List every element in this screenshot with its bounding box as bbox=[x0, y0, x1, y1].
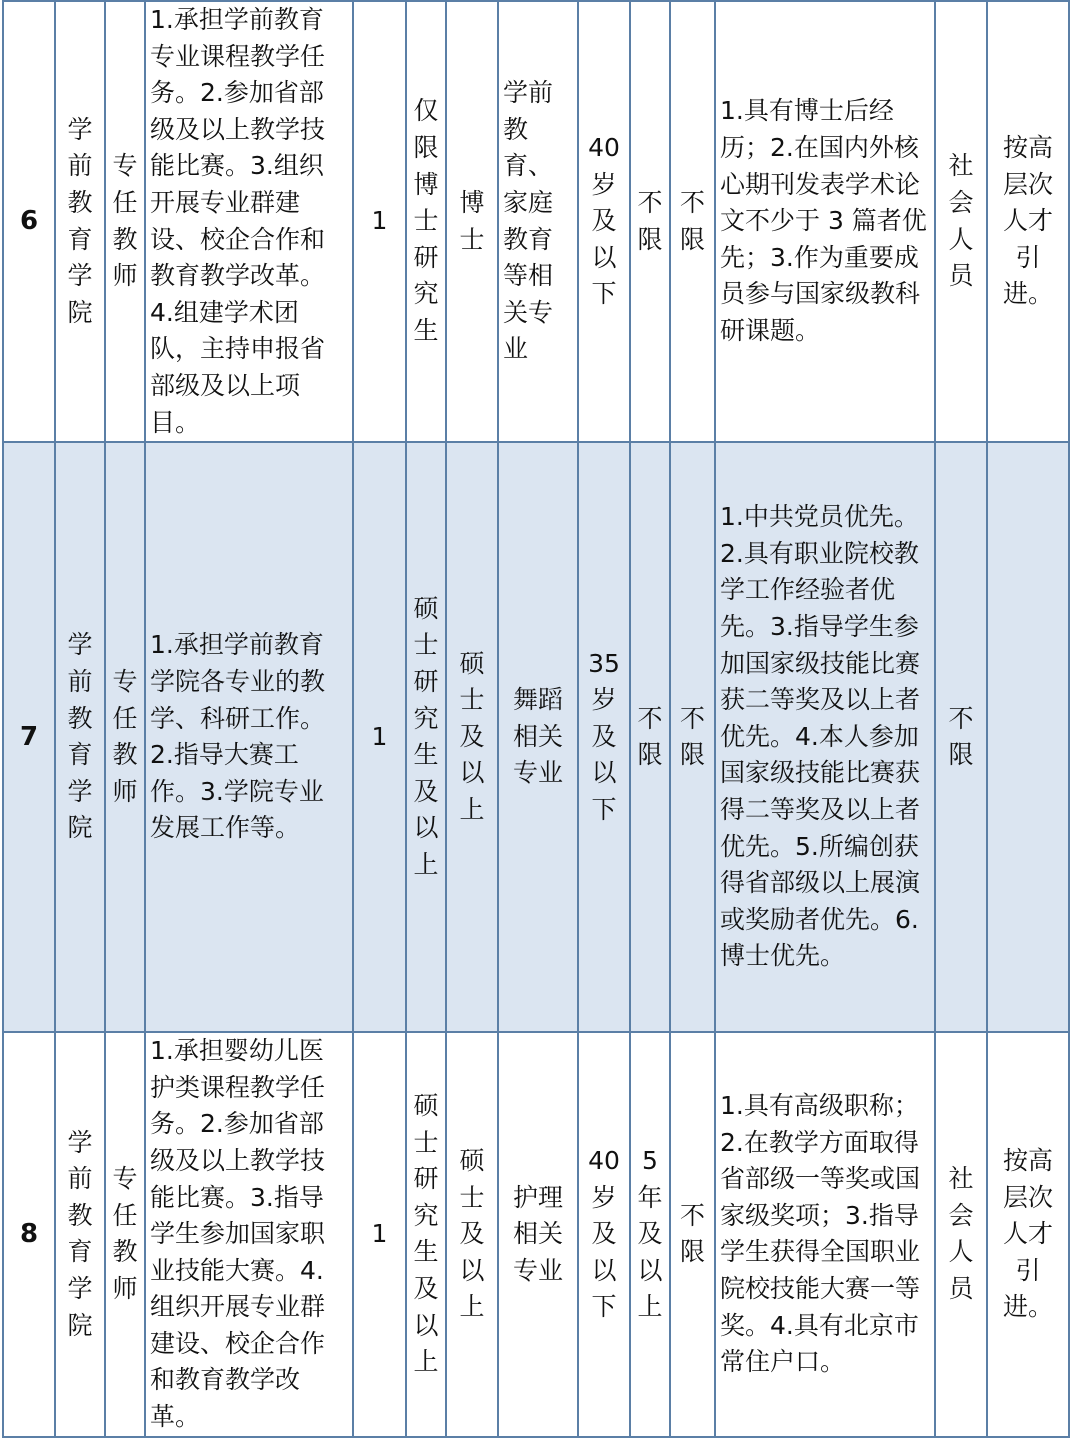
experience-cell: 5年及以上 bbox=[630, 1032, 670, 1437]
count-cell: 1 bbox=[353, 1, 406, 442]
college-cell: 学前教育学院 bbox=[55, 1, 105, 442]
duties-cell: 1.承担婴幼儿医护类课程教学任务。2.参加省部级及以上教学技能比赛。3.指导学生参加国家职业技能大赛。4.组织开展专业群建设、校企合作和教育教学改革。 bbox=[145, 1032, 353, 1437]
position-cell: 专任教师 bbox=[105, 1032, 145, 1437]
row-number-cell: 7 bbox=[3, 442, 55, 1032]
target-cell: 社会人员 bbox=[935, 1, 987, 442]
college-cell: 学前教育学院 bbox=[55, 442, 105, 1032]
target-cell: 社会人员 bbox=[935, 1032, 987, 1437]
degree-cell: 博士 bbox=[446, 1, 498, 442]
title-cell: 不限 bbox=[670, 1, 715, 442]
major-cell: 学前教育、家庭教育等相关专业 bbox=[498, 1, 578, 442]
age-cell: 40岁及以下 bbox=[578, 1032, 630, 1437]
position-cell: 专任教师 bbox=[105, 442, 145, 1032]
table-row bbox=[3, 442, 1069, 1032]
requirements-cell: 1.具有高级职称；2.在教学方面取得省部级一等奖或国家级奖项；3.指导学生获得全国职业院校技能大赛一等奖。4.具有北京市常住户口。 bbox=[715, 1032, 935, 1437]
count-cell: 1 bbox=[353, 1032, 406, 1437]
age-cell: 35岁及以下 bbox=[578, 442, 630, 1032]
major-cell: 舞蹈相关专业 bbox=[498, 442, 578, 1032]
age-cell: 40岁及以下 bbox=[578, 1, 630, 442]
row-number-cell: 8 bbox=[3, 1032, 55, 1437]
note-cell bbox=[987, 442, 1069, 1032]
note-cell: 按高层次人才引进。 bbox=[987, 1, 1069, 442]
education-cell: 硕士研究生及以上 bbox=[406, 1032, 446, 1437]
education-cell: 仅限博士研究生 bbox=[406, 1, 446, 442]
experience-cell: 不限 bbox=[630, 442, 670, 1032]
recruitment-table bbox=[2, 0, 1070, 1438]
table-row bbox=[3, 1032, 1069, 1437]
requirements-cell: 1.具有博士后经历；2.在国内外核心期刊发表学术论文不少于 3 篇者优先；3.作为重要成员参与国家级教科研课题。 bbox=[715, 1, 935, 442]
title-cell: 不限 bbox=[670, 1032, 715, 1437]
degree-cell: 硕士及以上 bbox=[446, 442, 498, 1032]
major-cell: 护理相关专业 bbox=[498, 1032, 578, 1437]
experience-cell: 不限 bbox=[630, 1, 670, 442]
count-cell: 1 bbox=[353, 442, 406, 1032]
college-cell: 学前教育学院 bbox=[55, 1032, 105, 1437]
degree-cell: 硕士及以上 bbox=[446, 1032, 498, 1437]
title-cell: 不限 bbox=[670, 442, 715, 1032]
target-cell: 不限 bbox=[935, 442, 987, 1032]
education-cell: 硕士研究生及以上 bbox=[406, 442, 446, 1032]
requirements-cell: 1.中共党员优先。2.具有职业院校教学工作经验者优先。3.指导学生参加国家级技能比赛获二等奖及以上者优先。4.本人参加国家级技能比赛获得二等奖及以上者优先。5.所编创获得省部级以上展演或奖励者优先。6.博士优先。 bbox=[715, 442, 935, 1032]
duties-cell: 1.承担学前教育专业课程教学任务。2.参加省部级及以上教学技能比赛。3.组织开展专业群建设、校企合作和教育教学改革。4.组建学术团队，主持申报省部级及以上项目。 bbox=[145, 1, 353, 442]
table-row bbox=[3, 1, 1069, 442]
row-number-cell: 6 bbox=[3, 1, 55, 442]
position-cell: 专任教师 bbox=[105, 1, 145, 442]
note-cell: 按高层次人才引进。 bbox=[987, 1032, 1069, 1437]
duties-cell: 1.承担学前教育学院各专业的教学、科研工作。2.指导大赛工作。3.学院专业发展工作等。 bbox=[145, 442, 353, 1032]
